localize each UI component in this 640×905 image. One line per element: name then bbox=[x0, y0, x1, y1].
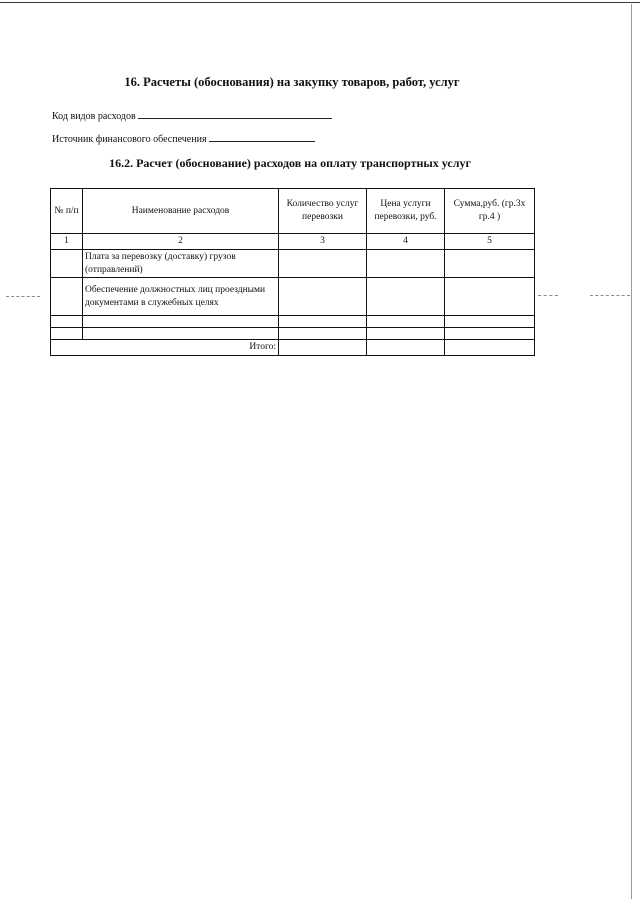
expense-code-label: Код видов расходов bbox=[52, 111, 136, 122]
table-row bbox=[51, 278, 535, 316]
sum-cell bbox=[445, 249, 535, 278]
header-service-price: Цена услуги перевозки, руб. bbox=[367, 189, 445, 234]
table-row bbox=[51, 328, 535, 340]
row-number-cell bbox=[51, 278, 83, 316]
table-row bbox=[51, 316, 535, 328]
expense-code-field bbox=[52, 108, 332, 122]
column-number: 1 bbox=[51, 234, 83, 250]
transport-services-table bbox=[50, 188, 535, 356]
funding-source-label: Источник финансового обеспечения bbox=[52, 134, 207, 145]
quantity-cell bbox=[279, 278, 367, 316]
sum-cell bbox=[445, 316, 535, 328]
column-numbers-row bbox=[51, 234, 535, 250]
total-label: Итого: bbox=[51, 340, 279, 356]
column-number: 3 bbox=[279, 234, 367, 250]
column-number: 4 bbox=[367, 234, 445, 250]
section-title: 16.2. Расчет (обоснование) расходов на оплату транспортных услуг bbox=[109, 156, 471, 170]
table-header-row bbox=[51, 189, 535, 234]
row-number-cell bbox=[51, 249, 83, 278]
total-sum-cell bbox=[445, 340, 535, 356]
total-price-cell bbox=[367, 340, 445, 356]
sum-cell bbox=[445, 278, 535, 316]
price-cell bbox=[367, 316, 445, 328]
scan-top-border bbox=[0, 2, 640, 3]
header-expense-name: Наименование расходов bbox=[83, 189, 279, 234]
price-cell bbox=[367, 328, 445, 340]
funding-source-blank bbox=[209, 131, 315, 142]
expense-name-cell bbox=[83, 328, 279, 340]
price-cell bbox=[367, 278, 445, 316]
expense-name-cell: Обеспечение должностных лиц проездными документами в служебных целях bbox=[83, 278, 279, 316]
header-service-quantity: Количество услуг перевозки bbox=[279, 189, 367, 234]
row-number-cell bbox=[51, 316, 83, 328]
table-row bbox=[51, 249, 535, 278]
total-row bbox=[51, 340, 535, 356]
header-number: № п/п bbox=[51, 189, 83, 234]
column-number: 5 bbox=[445, 234, 535, 250]
column-number: 2 bbox=[83, 234, 279, 250]
funding-source-field bbox=[52, 131, 315, 145]
row-number-cell bbox=[51, 328, 83, 340]
page-title: 16. Расчеты (обоснования) на закупку товаров, работ, услуг bbox=[124, 75, 460, 89]
scan-artifact-right bbox=[538, 295, 558, 297]
sum-cell bbox=[445, 328, 535, 340]
scan-artifact-far-right bbox=[590, 295, 630, 297]
expense-name-cell bbox=[83, 316, 279, 328]
expense-code-blank bbox=[138, 108, 332, 119]
scan-right-edge bbox=[631, 4, 632, 899]
price-cell bbox=[367, 249, 445, 278]
quantity-cell bbox=[279, 249, 367, 278]
header-sum: Сумма,руб. (гр.3х гр.4 ) bbox=[445, 189, 535, 234]
quantity-cell bbox=[279, 316, 367, 328]
expense-name-cell: Плата за перевозку (доставку) грузов (отправлений) bbox=[83, 249, 279, 278]
total-quantity-cell bbox=[279, 340, 367, 356]
scan-artifact-left bbox=[6, 296, 40, 298]
quantity-cell bbox=[279, 328, 367, 340]
